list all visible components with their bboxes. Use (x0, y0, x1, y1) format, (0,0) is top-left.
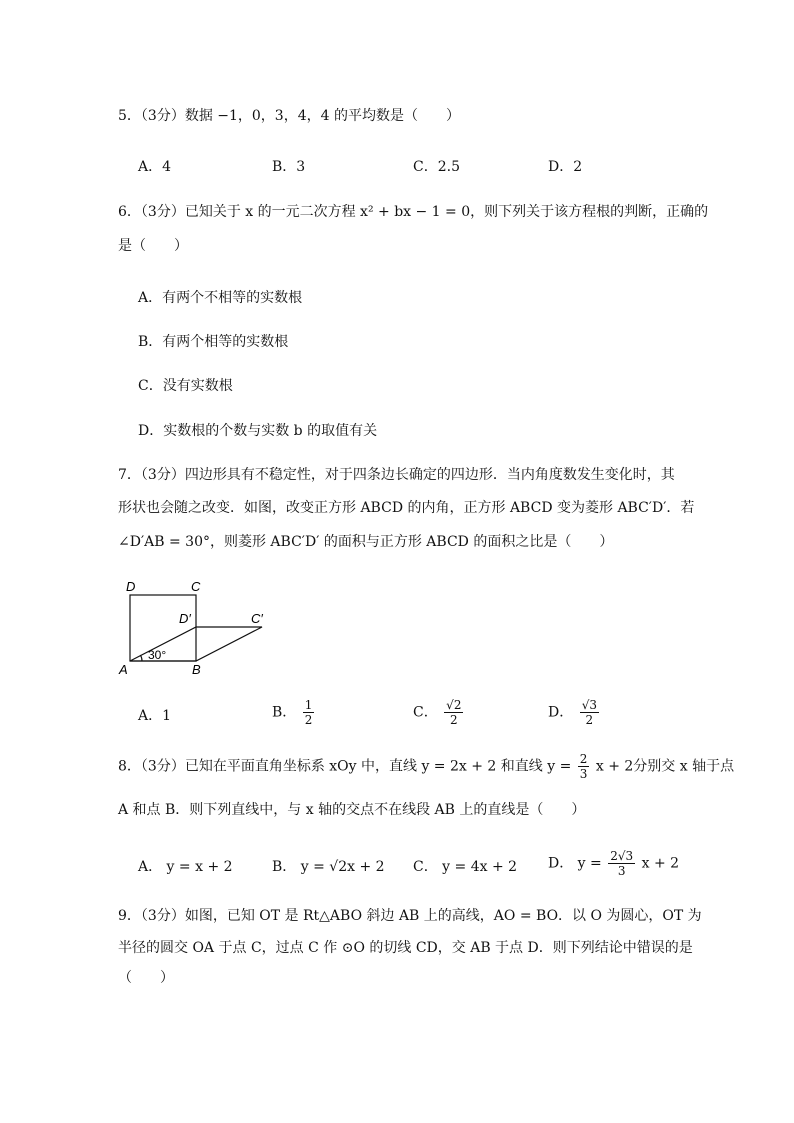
q8-stem-part-a: 8．（3分）已知在平面直角坐标系 xOy 中，直线 y = 2x + 2 和直线 y = (118, 758, 572, 775)
q6-stem-line2: 是（ ） (118, 238, 188, 254)
label-d: D (126, 579, 136, 594)
q8-option-d-numerator: 2√3 (610, 849, 634, 863)
q8-stem-line1 (118, 752, 734, 781)
q8-option-d (548, 849, 679, 878)
q5-option-a: A．4 (138, 159, 172, 175)
q7-stem-line2: 形状也会随之改变．如图，改变正方形 ABCD 的内角，正方形 ABCD 变为菱形 ABC′D′．若 (118, 500, 695, 516)
q5-stem: 5．（3分）数据 −1，0，3，4，4 的平均数是（ ） (118, 108, 460, 124)
angle-arc (140, 655, 142, 661)
q7-option-b-fraction (303, 698, 315, 727)
q8-stem-fraction (578, 752, 590, 781)
q7-option-d-denominator: 2 (585, 713, 594, 727)
q7-option-b (272, 698, 316, 727)
q9-stem-line1: 9．（3分）如图，已知 OT 是 Rt△ABO 斜边 AB 上的高线，AO = BO．以 O 为圆心，OT 为 (118, 908, 702, 924)
q6-stem-line1: 6．（3分）已知关于 x 的一元二次方程 x² + bx − 1 = 0，则下列关于该方程根的判断，正确的 (118, 204, 709, 220)
q8-option-d-prefix: D． y = (548, 855, 602, 872)
q7-option-c-denominator: 2 (449, 713, 458, 727)
label-d-prime: D′ (179, 611, 191, 626)
q6-option-a: A．有两个不相等的实数根 (138, 290, 303, 306)
q7-option-d-fraction (580, 698, 599, 727)
q7-option-d-prefix: D． (548, 704, 574, 721)
angle-label: 30° (148, 648, 167, 662)
q8-option-d-fraction (608, 849, 635, 878)
label-a: A (119, 662, 128, 677)
q8-stem-numerator: 2 (579, 752, 588, 766)
q7-figure (115, 575, 275, 680)
q7-option-c-numerator: √2 (446, 698, 462, 712)
q8-stem-part-b: x + 2分别交 x 轴于点 (595, 758, 735, 775)
q7-option-b-prefix: B． (272, 704, 297, 721)
q7-stem-line3: ∠D′AB = 30°，则菱形 ABC′D′ 的面积与正方形 ABCD 的面积之比是（ ） (118, 534, 614, 550)
label-b: B (192, 662, 201, 677)
q8-option-c: C． y = 4x + 2 (413, 859, 518, 875)
q6-option-d: D．实数根的个数与实数 b 的取值有关 (138, 423, 378, 439)
q9-stem-line3: （ ） (118, 970, 174, 986)
q7-option-a: A．1 (138, 708, 172, 724)
q8-option-a: A． y = x + 2 (138, 859, 233, 875)
q6-option-c: C．没有实数根 (138, 378, 233, 394)
q5-option-c: C．2.5 (413, 159, 460, 175)
q8-option-d-suffix: x + 2 (641, 855, 680, 872)
q8-option-d-denominator: 3 (617, 864, 626, 878)
q9-stem-line2: 半径的圆交 OA 于点 C，过点 C 作 ⊙O 的切线 CD，交 AB 于点 D．则下列结论中错误的是 (118, 940, 693, 956)
q7-option-b-numerator: 1 (304, 698, 313, 712)
q7-option-c-prefix: C． (413, 704, 438, 721)
q8-stem-line2: A 和点 B．则下列直线中，与 x 轴的交点不在线段 AB 上的直线是（ ） (118, 802, 586, 818)
q7-option-b-denominator: 2 (304, 713, 313, 727)
q5-option-b: B．3 (272, 159, 306, 175)
q6-option-b: B．有两个相等的实数根 (138, 334, 289, 350)
label-c: C (191, 579, 201, 594)
q8-stem-denominator: 3 (579, 767, 588, 781)
label-c-prime: C′ (251, 611, 263, 626)
q7-stem-line1: 7．（3分）四边形具有不稳定性，对于四条边长确定的四边形．当内角度数发生变化时，其 (118, 467, 675, 483)
q7-option-d (548, 698, 601, 727)
q8-option-b: B． y = √2x + 2 (272, 859, 385, 875)
q7-option-c (413, 698, 465, 727)
q5-option-d: D．2 (548, 159, 583, 175)
q7-option-c-fraction (444, 698, 463, 727)
q7-option-d-numerator: √3 (581, 698, 597, 712)
